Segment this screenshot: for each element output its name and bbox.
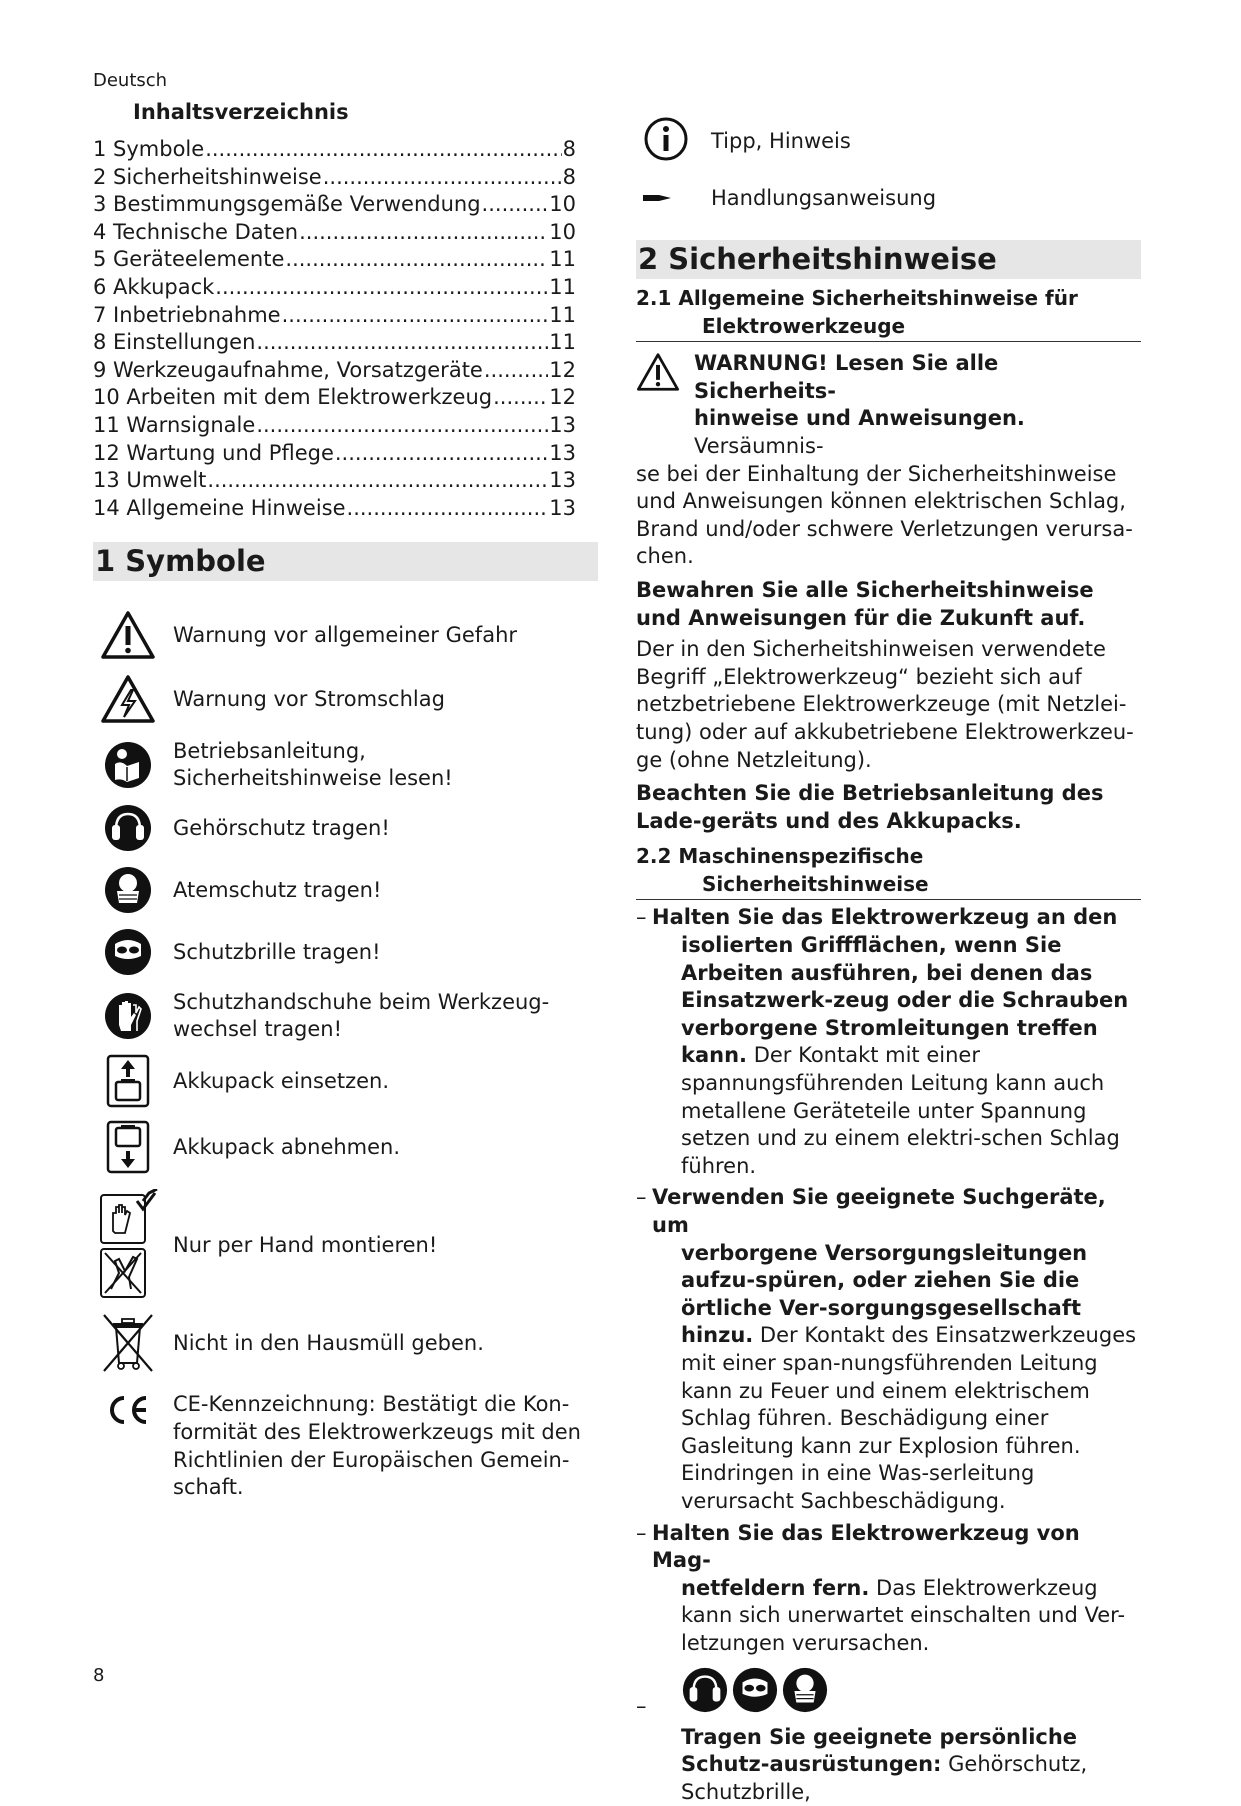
divider bbox=[636, 341, 1141, 342]
safety-section bbox=[636, 240, 1141, 1806]
symbol-text: Betriebsanleitung, Sicherheitshinweise lesen! bbox=[173, 738, 573, 793]
instruction-row bbox=[643, 180, 936, 216]
info-icon bbox=[643, 116, 689, 166]
tip-row bbox=[643, 115, 851, 167]
symbol-text: Schutzhandschuhe beim Werkzeug-wechsel tragen! bbox=[173, 989, 573, 1044]
subsection-heading: 2.1 Allgemeine Sicherheitshinweise für Elektrowerkzeuge bbox=[636, 285, 1141, 340]
section-heading-symbols: 1 Symbole bbox=[93, 542, 598, 581]
no-household-waste-icon bbox=[93, 1313, 163, 1373]
safety-item: – Halten Sie das Elektrowerkzeug von Mag- netfeldern fern. Das Elektrowerkzeug kann sich unerwartet einschalten und Ver-letzungen verursachen. bbox=[636, 1520, 1141, 1658]
symbol-row bbox=[93, 665, 598, 733]
warning-triangle-icon bbox=[636, 350, 694, 460]
toc-entry[interactable]: 8 Einstellungen ..... 11 bbox=[93, 329, 576, 357]
symbol-row bbox=[93, 859, 598, 921]
symbol-row bbox=[93, 1181, 598, 1309]
toc-title: Inhaltsverzeichnis bbox=[133, 100, 598, 124]
symbol-text: CE-Kennzeichnung: Bestätigt die Kon-formität des Elektrowerkzeugs mit den Richtlinien der Europäischen Gemein-schaft. bbox=[173, 1391, 588, 1501]
toc-entry[interactable]: 3 Bestimmungsgemäße Verwendung ..... 10 bbox=[93, 191, 576, 219]
left-column bbox=[93, 100, 598, 1511]
battery-remove-icon bbox=[93, 1120, 163, 1174]
warning-triangle-icon bbox=[93, 610, 163, 660]
hand-mount-only-icon bbox=[93, 1189, 163, 1301]
toc-entry[interactable]: 2 Sicherheitshinweise ..... 8 bbox=[93, 164, 576, 192]
respirator-icon bbox=[781, 1666, 829, 1718]
page-number: 8 bbox=[93, 1665, 104, 1686]
toc-entry[interactable]: 4 Technische Daten ..... 10 bbox=[93, 219, 576, 247]
symbol-text: Akkupack abnehmen. bbox=[173, 1134, 400, 1162]
toc-entry[interactable]: 14 Allgemeine Hinweise ..... 13 bbox=[93, 495, 576, 523]
ear-protection-icon bbox=[93, 803, 163, 853]
toc-entry[interactable]: 5 Geräteelemente ..... 11 bbox=[93, 246, 576, 274]
warning-paragraph: WARNUNG! Lesen Sie alle Sicherheits- hinweise und Anweisungen. Versäumnis- se bei der Einhaltung der Sicherheitshinweise und Anweisungen können elektrischen Schlag, Brand und/oder schwere Verletzungen verursa-chen. bbox=[636, 350, 1141, 571]
symbol-text: Akkupack einsetzen. bbox=[173, 1068, 389, 1096]
symbol-row bbox=[93, 1049, 598, 1113]
ppe-row: – bbox=[636, 1666, 1141, 1718]
symbol-text: Nicht in den Hausmüll geben. bbox=[173, 1330, 484, 1358]
symbol-row bbox=[93, 983, 598, 1049]
safety-goggles-icon bbox=[731, 1666, 779, 1718]
instruction-text: Handlungsanweisung bbox=[711, 186, 936, 210]
term-definition-text: Der in den Sicherheitshinweisen verwendete Begriff „Elektrowerkzeug“ bezieht sich auf netzbetriebene Elektrowerkzeuge (mit Netzlei-tung) oder auf akkubetriebene Elektrowerkzeu-ge (ohne Netzleitung). bbox=[636, 636, 1141, 774]
toc-entry[interactable]: 13 Umwelt ..... 13 bbox=[93, 467, 576, 495]
toc-entry[interactable]: 11 Warnsignale ..... 13 bbox=[93, 412, 576, 440]
symbol-row bbox=[93, 797, 598, 859]
toc-entry[interactable]: 1 Symbole ..... 8 bbox=[93, 136, 576, 164]
divider bbox=[636, 899, 1141, 900]
charger-note-text: Beachten Sie die Betriebsanleitung des Lade-geräts und des Akkupacks. bbox=[636, 780, 1141, 835]
symbol-text: Atemschutz tragen! bbox=[173, 877, 381, 905]
language-label: Deutsch bbox=[93, 70, 167, 91]
toc-entry[interactable]: 10 Arbeiten mit dem Elektrowerkzeug ..... 12 bbox=[93, 384, 576, 412]
ppe-icons bbox=[681, 1666, 829, 1718]
toc-entry[interactable]: 7 Inbetriebnahme ..... 11 bbox=[93, 302, 576, 330]
symbol-text: Schutzbrille tragen! bbox=[173, 939, 381, 967]
symbol-row bbox=[93, 733, 598, 797]
symbol-row bbox=[93, 921, 598, 983]
respirator-icon bbox=[93, 865, 163, 915]
toc-entry[interactable]: 9 Werkzeugaufnahme, Vorsatzgeräte ..... 12 bbox=[93, 357, 576, 385]
gloves-icon bbox=[93, 991, 163, 1041]
symbol-text: Warnung vor Stromschlag bbox=[173, 686, 445, 714]
toc-entry[interactable]: 6 Akkupack ..... 11 bbox=[93, 274, 576, 302]
symbol-row bbox=[93, 1377, 598, 1511]
subsection-heading: 2.2 Maschinenspezifische Sicherheitshinweise bbox=[636, 843, 1141, 898]
toc-list bbox=[93, 136, 598, 522]
ear-protection-icon bbox=[681, 1666, 729, 1718]
symbol-list bbox=[93, 605, 598, 1511]
battery-insert-icon bbox=[93, 1054, 163, 1108]
symbol-row bbox=[93, 605, 598, 665]
keep-instructions-text: Bewahren Sie alle Sicherheitshinweise und Anweisungen für die Zukunft auf. bbox=[636, 577, 1141, 632]
safety-item: – Halten Sie das Elektrowerkzeug an den isolierten Griffflächen, wenn Sie Arbeiten ausführen, bei denen das Einsatzwerk-zeug oder die Schrauben verborgene Stromleitungen treffen kann. Der Kontakt mit einer spannungsführenden Leitung kann auch metallene Geräteteile unter Spannung setzen und zu einem elektri-schen Schlag führen. bbox=[636, 904, 1141, 1180]
safety-goggles-icon bbox=[93, 927, 163, 977]
arrow-icon bbox=[643, 189, 673, 208]
electric-shock-icon bbox=[93, 674, 163, 724]
section-heading-safety: 2 Sicherheitshinweise bbox=[636, 240, 1141, 279]
ce-mark-icon bbox=[93, 1391, 163, 1425]
symbol-row bbox=[93, 1309, 598, 1377]
toc-entry[interactable]: 12 Wartung und Pflege ..... 13 bbox=[93, 440, 576, 468]
symbol-text: Warnung vor allgemeiner Gefahr bbox=[173, 622, 517, 650]
safety-item: – Verwenden Sie geeignete Suchgeräte, um verborgene Versorgungsleitungen aufzu-spüren, oder ziehen Sie die örtliche Ver-sorgungsgesellschaft hinzu. Der Kontakt des Einsatzwerkzeuges mit einer span-nungsführenden Leitung kann zu Feuer und einem elektrischem Schlag führen. Beschädigung einer Gasleitung kann zur Explosion führen. Eindringen in eine Was-serleitung verursacht Sachbeschädigung. bbox=[636, 1184, 1141, 1515]
symbol-text: Gehörschutz tragen! bbox=[173, 815, 390, 843]
symbol-row bbox=[93, 1113, 598, 1181]
tip-text: Tipp, Hinweis bbox=[711, 129, 851, 153]
ppe-text: Tragen Sie geeignete persönliche Schutz-ausrüstungen: Gehörschutz, Schutzbrille, bbox=[636, 1724, 1141, 1806]
read-manual-icon bbox=[93, 740, 163, 790]
symbol-text: Nur per Hand montieren! bbox=[173, 1232, 437, 1260]
